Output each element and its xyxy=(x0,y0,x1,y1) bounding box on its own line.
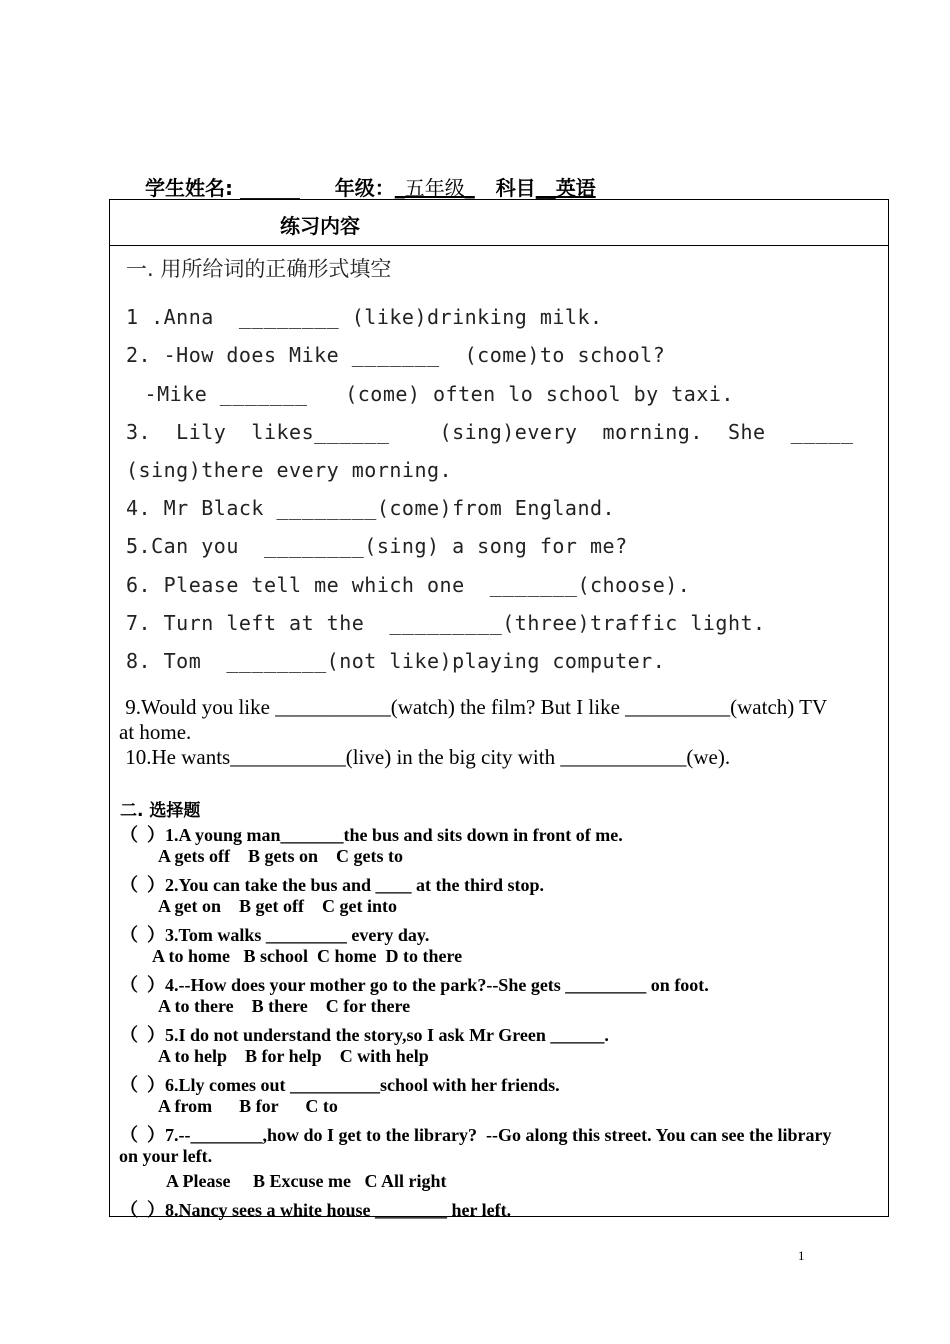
mc-question-3: （ ）3.Tom walks _________ every day. xyxy=(120,925,430,945)
mc-question-2: （ ）2.You can take the bus and ____ at the third stop. xyxy=(120,875,545,895)
student-info-header xyxy=(145,172,596,201)
fill-line: 3. Lily likes______ (sing)every morning. She _____ xyxy=(126,420,854,444)
fill-line: 5.Can you ________(sing) a song for me? xyxy=(126,534,628,558)
mc-question-7: （ ）7.--________,how do I get to the library? --Go along this street. You can see the library xyxy=(120,1125,832,1145)
mc-options-2: A get on B get off C get into xyxy=(158,896,397,916)
section2-title: 二. 选择题 xyxy=(120,801,201,821)
mc-options-7: A Please B Excuse me C All right xyxy=(166,1171,447,1191)
fill-line: 6. Please tell me which one _______(choose). xyxy=(126,573,691,597)
exercise-table xyxy=(109,199,889,1220)
mc-question-5: （ ）5.I do not understand the story,so I ask Mr Green ______. xyxy=(120,1025,609,1045)
fill-line: (sing)there every morning. xyxy=(126,458,453,482)
mc-options-4: A to there B there C for there xyxy=(158,996,411,1016)
mc-question-7-cont: on your left. xyxy=(119,1146,213,1166)
mc-options-6: A from B for C to xyxy=(158,1096,338,1116)
title-row xyxy=(110,200,888,246)
exercise-title: 练习内容 xyxy=(280,214,360,238)
section1-title: 一. 用所给词的正确形式填空 xyxy=(126,257,392,281)
mc-question-4: （ ）4.--How does your mother go to the park?--She gets _________ on foot. xyxy=(120,975,709,995)
fill-line: -Mike _______ (come) often lo school by taxi. xyxy=(132,382,734,406)
fill-line: 7. Turn left at the _________(three)traffic light. xyxy=(126,611,766,635)
mc-options-5: A to help B for help C with help xyxy=(158,1046,429,1066)
fill-line: 4. Mr Black ________(come)from England. xyxy=(126,496,616,520)
student-name-label: 学生姓名: ______ xyxy=(145,176,300,200)
mc-question-8: （ ）8.Nancy sees a white house ________ her left. xyxy=(120,1200,512,1220)
subject-label: 科目 xyxy=(495,176,536,200)
fill-line: 2. -How does Mike _______ (come)to school? xyxy=(126,343,666,367)
grade-label: 年级： xyxy=(334,176,395,200)
mc-question-6: （ ）6.Lly comes out __________school with her friends. xyxy=(120,1075,560,1095)
grade-value: _五年级_ xyxy=(394,176,475,200)
fill-line: 8. Tom ________(not like)playing computer. xyxy=(126,649,666,673)
mc-options-1: A gets off B gets on C gets to xyxy=(158,846,403,866)
mc-options-3: A to home B school C home D to there xyxy=(152,946,463,966)
question-9-line1: 9.Would you like ___________(watch) the film? But I like __________(watch) TV xyxy=(120,695,828,719)
mc-question-1: （ ）1.A young man_______the bus and sits down in front of me. xyxy=(120,825,623,845)
question-9-line2: at home. xyxy=(119,720,192,744)
question-10: 10.He wants___________(live) in the big city with ____________(we). xyxy=(120,745,731,769)
fill-line: 1 .Anna ________ (like)drinking milk. xyxy=(126,305,603,329)
subject-value: __英语 xyxy=(535,176,596,200)
page-number: 1 xyxy=(798,1248,805,1263)
